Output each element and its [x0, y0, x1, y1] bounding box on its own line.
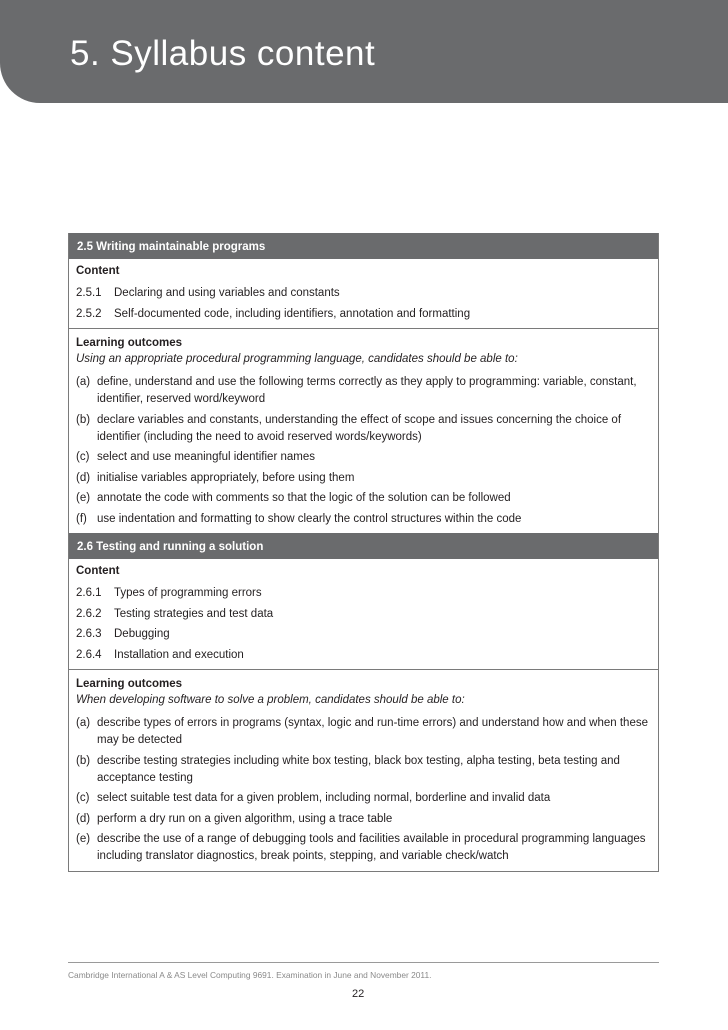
- outcome-text: annotate the code with comments so that the logic of the solution can be followed: [97, 492, 511, 504]
- outcome-item: [76, 511, 651, 528]
- outcome-label: (a): [76, 717, 91, 729]
- content-item: [76, 306, 651, 323]
- outcome-text: describe types of errors in programs (syntax, logic and run-time errors) and understand how and when these may be detected: [97, 717, 648, 746]
- footer-divider: [68, 962, 659, 963]
- content-item: [76, 647, 651, 664]
- content-item: [76, 626, 651, 643]
- outcome-item: [76, 490, 651, 507]
- content-item-text: Installation and execution: [114, 648, 244, 661]
- outcome-text: initialise variables appropriately, before using them: [97, 471, 355, 484]
- content-item-number: 2.6.3: [76, 628, 102, 640]
- outcome-item: [76, 753, 651, 787]
- page-title: 5. Syllabus content: [70, 34, 376, 73]
- outcome-text: select suitable test data for a given problem, including normal, borderline and invalid data: [97, 792, 551, 804]
- footer-text: Cambridge International A & AS Level Computing 9691. Examination in June and November 2011.: [68, 970, 432, 980]
- content-block: [69, 259, 658, 328]
- content-item: [76, 285, 651, 302]
- content-item-text: Declaring and using variables and constants: [114, 287, 340, 299]
- outcomes-heading: Learning outcomes: [76, 678, 183, 690]
- outcome-label: (d): [76, 471, 91, 484]
- outcome-item: [76, 831, 651, 865]
- content-heading: Content: [76, 265, 120, 277]
- section-header: 2.6 Testing and running a solution: [69, 533, 658, 559]
- content-item-text: Self-documented code, including identifiers, annotation and formatting: [114, 307, 471, 320]
- outcome-text: describe the use of a range of debugging tools and facilities available in procedural programming languages including translator diagnostics, break points, stepping, and variable check/watch: [97, 833, 646, 862]
- outcomes-block: [69, 328, 658, 533]
- outcome-text: define, understand and use the following terms correctly as they apply to programming: variable, constant, identifier, reserved word/keyword: [97, 376, 637, 405]
- outcome-item: [76, 811, 651, 828]
- outcome-label: (d): [76, 812, 91, 825]
- outcome-text: describe testing strategies including white box testing, black box testing, alpha testing, beta testing and acceptance testing: [97, 754, 620, 784]
- outcome-label: (f): [76, 512, 87, 525]
- outcome-label: (c): [76, 792, 90, 804]
- outcome-item: [76, 715, 651, 749]
- syllabus-table: [68, 233, 659, 872]
- outcome-text: select and use meaningful identifier names: [97, 451, 315, 463]
- outcome-text: perform a dry run on a given algorithm, using a trace table: [97, 812, 393, 825]
- outcome-item: [76, 790, 651, 807]
- content-item-number: 2.6.2: [76, 607, 102, 620]
- content-item-text: Testing strategies and test data: [114, 607, 274, 620]
- outcomes-intro: When developing software to solve a problem, candidates should be able to:: [76, 694, 465, 706]
- content-item-text: Debugging: [114, 628, 170, 640]
- section-header: 2.5 Writing maintainable programs: [69, 233, 658, 259]
- outcome-item: [76, 470, 651, 487]
- content-heading: Content: [76, 565, 120, 577]
- outcomes-intro: Using an appropriate procedural programming language, candidates should be able to:: [76, 353, 518, 365]
- outcomes-heading: Learning outcomes: [76, 337, 183, 349]
- outcomes-block: [69, 669, 658, 871]
- outcome-text: use indentation and formatting to show clearly the control structures within the code: [97, 512, 522, 525]
- content-item: [76, 606, 651, 623]
- header-banner: [0, 0, 728, 103]
- content-item-number: 2.5.2: [76, 307, 102, 320]
- outcome-label: (e): [76, 492, 91, 504]
- outcome-item: [76, 374, 651, 408]
- outcome-label: (e): [76, 833, 91, 845]
- content-item: [76, 585, 651, 602]
- outcome-item: [76, 412, 651, 446]
- outcome-label: (b): [76, 754, 91, 767]
- outcome-item: [76, 449, 651, 466]
- content-item-number: 2.6.4: [76, 648, 102, 661]
- content-item-text: Types of programming errors: [114, 587, 262, 599]
- content-item-number: 2.5.1: [76, 287, 102, 299]
- content-item-number: 2.6.1: [76, 587, 102, 599]
- content-block: [69, 559, 658, 669]
- outcome-label: (b): [76, 413, 91, 426]
- outcome-label: (a): [76, 376, 91, 388]
- outcome-label: (c): [76, 451, 90, 463]
- page-number: 22: [352, 988, 365, 1000]
- outcome-text: declare variables and constants, understanding the effect of scope and issues concerning the choice of identifier (including the need to avoid reserved words/keywords): [97, 413, 622, 443]
